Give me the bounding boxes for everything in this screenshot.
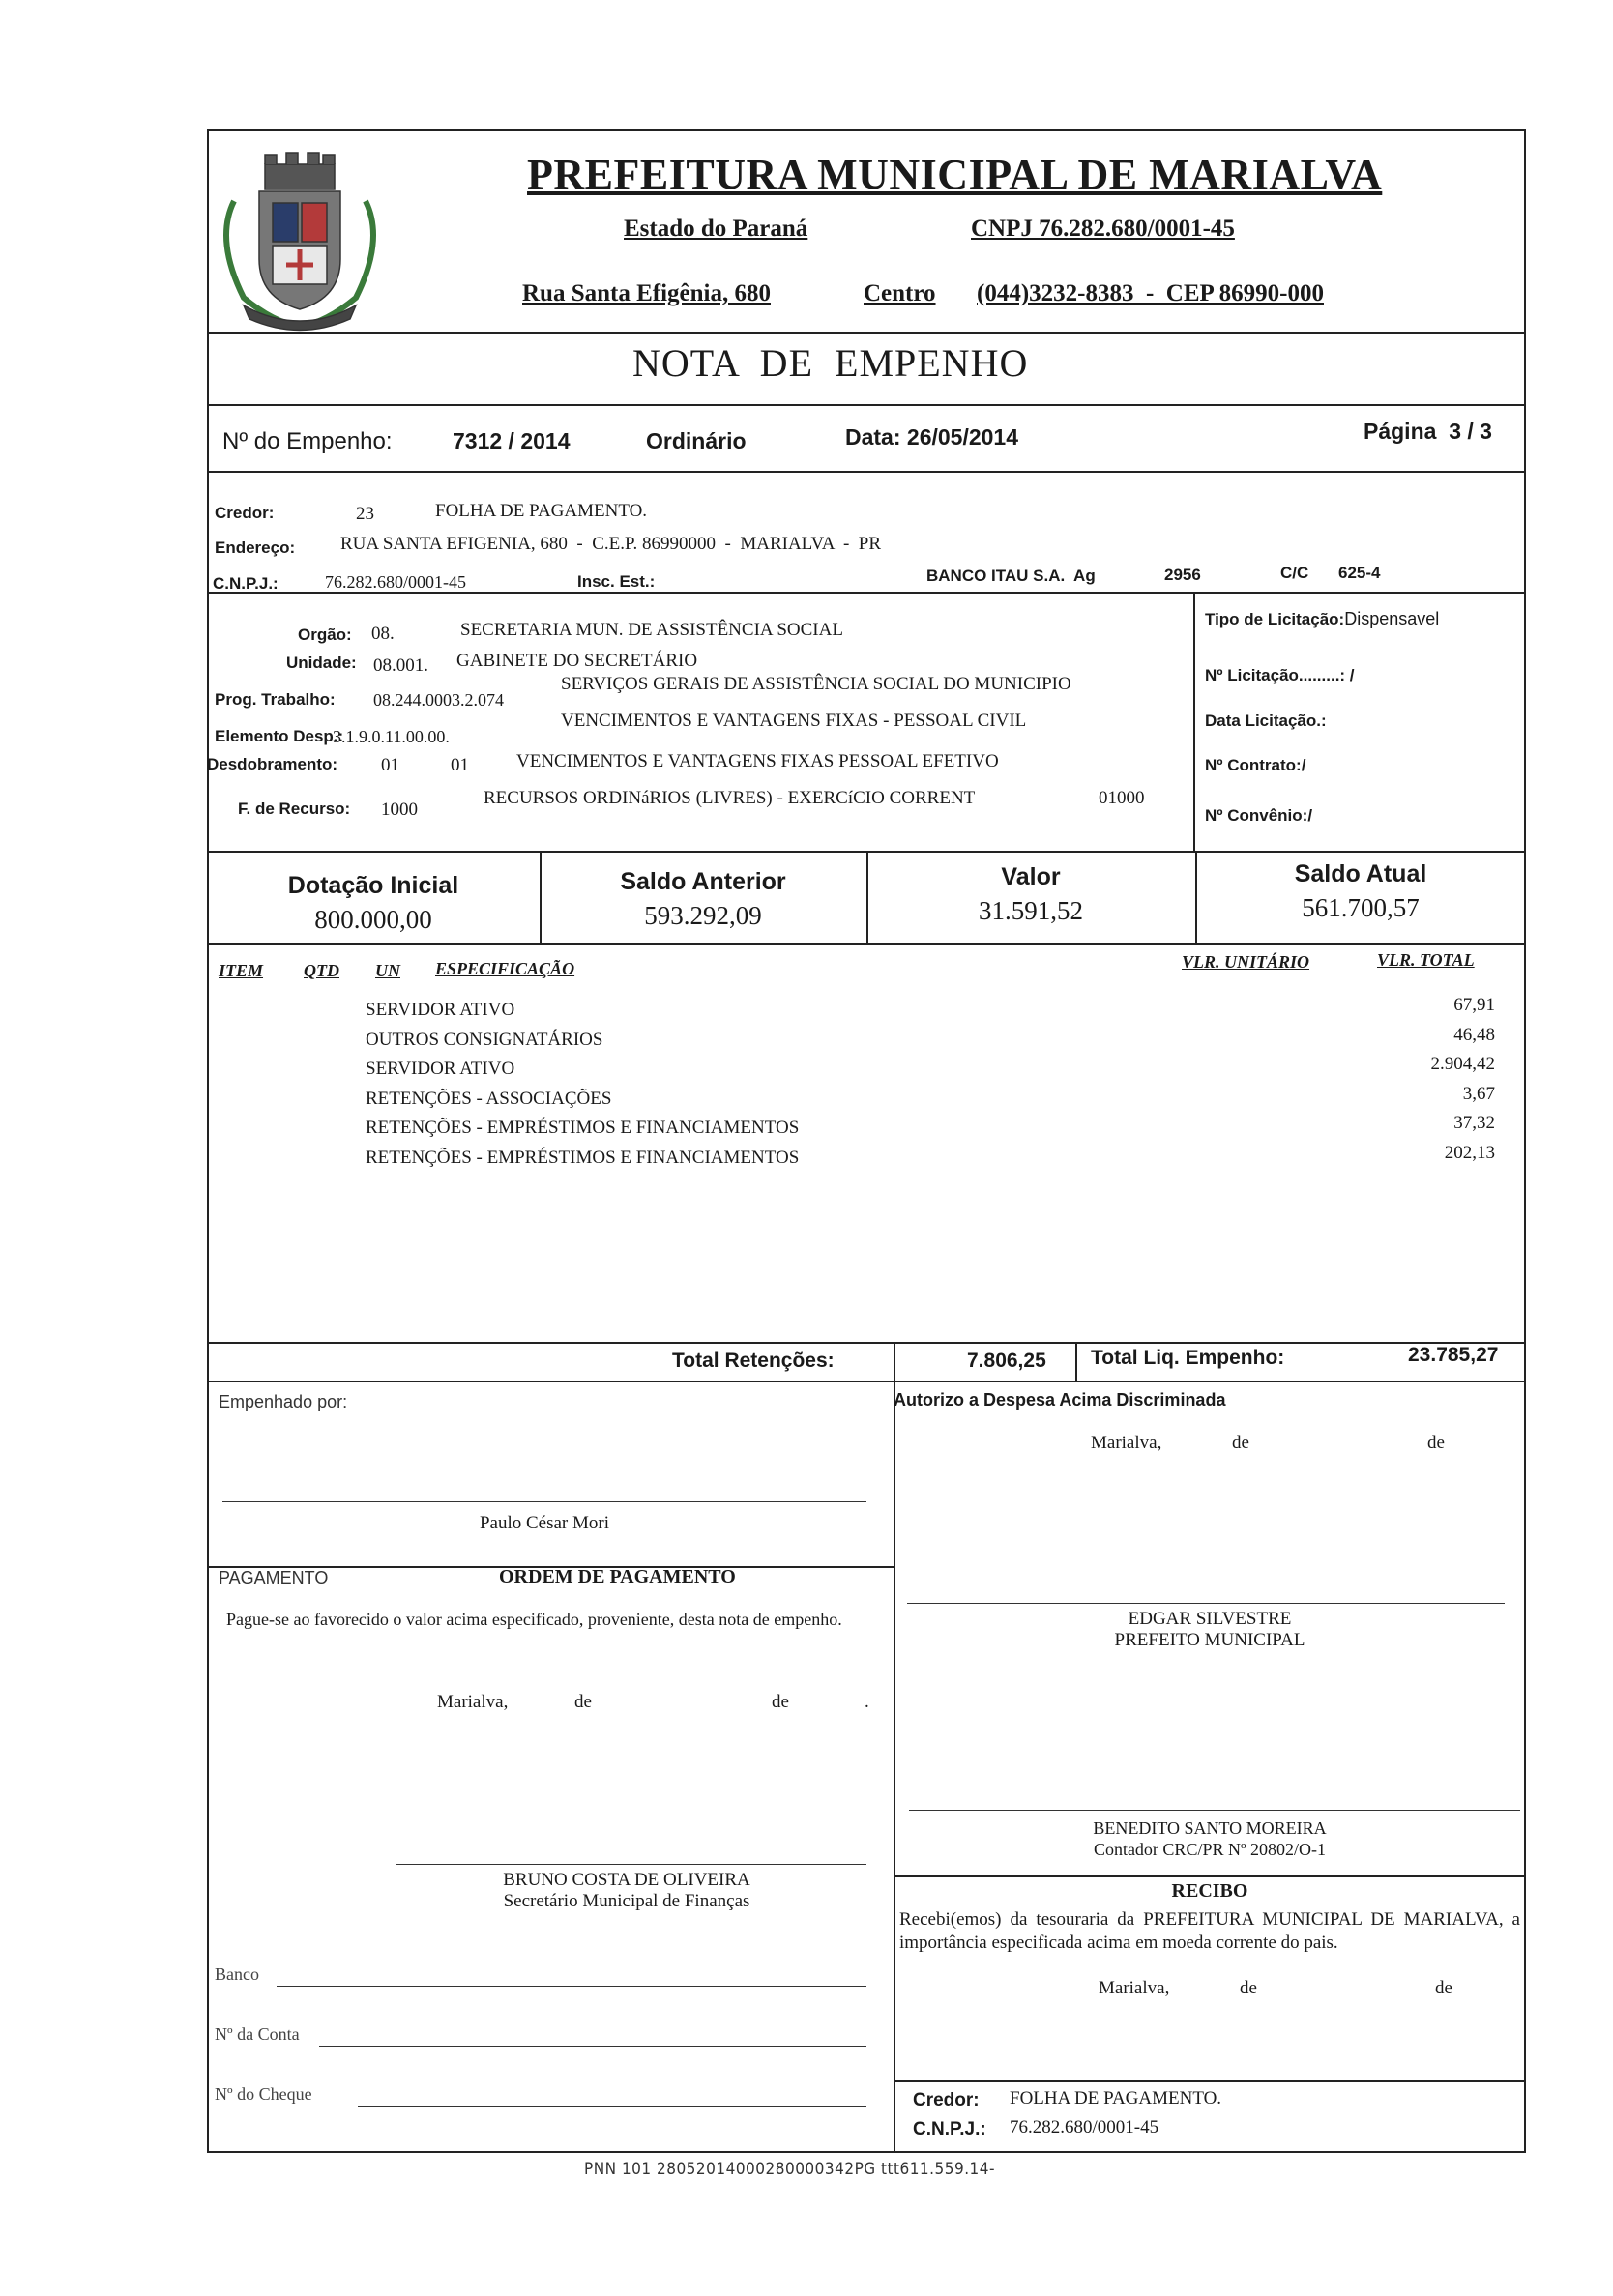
credor-address: RUA SANTA EFIGENIA, 680 - C.E.P. 86990000 - MARIALVA - PR — [340, 534, 882, 554]
items-desc-list — [366, 996, 799, 1173]
valor-label: Valor — [1001, 863, 1061, 890]
banco-label: Banco — [215, 1964, 259, 1984]
saldo-anterior-value: 593.292,09 — [644, 901, 762, 930]
empenho-label: Nº do Empenho: — [222, 428, 393, 454]
empenho-type: Ordinário — [646, 428, 747, 453]
credor-code: 23 — [356, 504, 374, 524]
recibo-title: RECIBO — [1171, 1880, 1248, 1902]
header-cnpj: CNPJ 76.282.680/0001-45 — [971, 216, 1235, 242]
elemento-name: VENCIMENTOS E VANTAGENS FIXAS - PESSOAL CIVIL — [561, 711, 1027, 731]
insc-est-label: Insc. Est.: — [577, 572, 656, 591]
municipal-coat-of-arms-icon — [205, 143, 395, 336]
dotacao-inicial-label: Dotação Inicial — [287, 872, 459, 899]
credor-label: Credor: — [215, 504, 275, 522]
item-total: 202,13 — [1444, 1142, 1495, 1163]
col-un: UN — [375, 961, 400, 980]
desdobramento-b: 01 — [451, 755, 469, 775]
vrule-licitacao — [1193, 592, 1195, 851]
pagamento-place: Marialva, — [437, 1692, 509, 1712]
item-desc: SERVIDOR ATIVO — [366, 1059, 515, 1079]
vrule-totals-1 — [894, 1342, 895, 1381]
elemento-label: Elemento Desp.: — [215, 727, 344, 745]
prefeito-block — [894, 1609, 1526, 1651]
header-phone-cep: (044)3232-8383 - CEP 86990-000 — [977, 280, 1324, 306]
account-number: 625-4 — [1338, 564, 1381, 582]
unidade-label: Unidade: — [286, 654, 357, 672]
empenhado-signer: Paulo César Mori — [479, 1513, 610, 1533]
total-liquido-value: 23.785,27 — [1408, 1344, 1499, 1366]
contador-block — [894, 1817, 1526, 1860]
pagamento-de-1: de — [574, 1692, 592, 1712]
autorizo-de-1: de — [1232, 1433, 1249, 1453]
vrule-totals-2 — [1075, 1342, 1077, 1381]
recurso-code: 1000 — [381, 799, 418, 820]
elemento-code: 3.1.9.0.11.00.00. — [333, 727, 450, 746]
numero-licitacao: Nº Licitação.........: / — [1205, 666, 1355, 684]
cheque-line — [358, 2106, 866, 2107]
pagamento-de-2: de — [772, 1692, 789, 1712]
item-total: 67,91 — [1453, 995, 1495, 1015]
total-liquido-label: Total Liq. Empenho: — [1091, 1347, 1285, 1369]
col-vlr-unitario: VLR. UNITÁRIO — [1182, 952, 1310, 972]
autorizo-title: Autorizo a Despesa Acima Discriminada — [894, 1390, 1226, 1410]
item-desc: RETENÇÕES - EMPRÉSTIMOS E FINANCIAMENTOS — [366, 1118, 800, 1138]
saldo-atual-label: Saldo Atual — [1294, 860, 1427, 887]
page-number: Página 3 / 3 — [1364, 419, 1492, 444]
item-total: 46,48 — [1453, 1024, 1495, 1045]
orgao-name: SECRETARIA MUN. DE ASSISTÊNCIA SOCIAL — [460, 620, 843, 640]
data-licitacao: Data Licitação.: — [1205, 712, 1327, 730]
items-total-list — [1334, 991, 1495, 1168]
rule-header — [207, 332, 1526, 334]
bank-agency: 2956 — [1164, 566, 1201, 584]
contador-role: Contador CRC/PR Nº 20802/O-1 — [1093, 1840, 1327, 1859]
secretario-block — [367, 1870, 886, 1912]
recibo-de-1: de — [1240, 1978, 1257, 1998]
contador-name: BENEDITO SANTO MOREIRA — [1093, 1818, 1327, 1838]
secretario-name: BRUNO COSTA DE OLIVEIRA — [503, 1870, 750, 1890]
bank-name: BANCO ITAU S.A. Ag — [926, 567, 1096, 585]
item-desc: SERVIDOR ATIVO — [366, 1000, 515, 1020]
header-street: Rua Santa Efigênia, 680 — [522, 280, 771, 306]
prog-trabalho-name: SERVIÇOS GERAIS DE ASSISTÊNCIA SOCIAL DO MUNICIPIO — [561, 674, 1071, 694]
header-district: Centro — [864, 280, 936, 306]
numero-contrato: Nº Contrato:/ — [1205, 756, 1306, 774]
col-vlr-total: VLR. TOTAL — [1377, 950, 1475, 970]
prefeito-role: PREFEITO MUNICIPAL — [1114, 1630, 1305, 1650]
cheque-label: Nº do Cheque — [215, 2084, 312, 2104]
saldo-atual-value: 561.700,57 — [1302, 893, 1420, 922]
credor-cnpj: 76.282.680/0001-45 — [325, 572, 466, 592]
state-name: Estado do Paraná — [624, 216, 808, 242]
tipo-licitacao-value: Dispensavel — [1344, 609, 1440, 628]
total-retencoes-value: 7.806,25 — [967, 1350, 1046, 1372]
prog-trabalho-code: 08.244.0003.2.074 — [373, 690, 504, 710]
tipo-licitacao-label: Tipo de Licitação: — [1205, 610, 1345, 628]
orgao-label: Orgão: — [298, 625, 352, 644]
recibo-place: Marialva, — [1099, 1978, 1170, 1998]
orgao-code: 08. — [371, 624, 395, 644]
empenho-date: Data: 26/05/2014 — [845, 424, 1019, 450]
recurso-label: F. de Recurso: — [238, 799, 351, 818]
rule-empenho — [207, 471, 1526, 473]
col-item: ITEM — [219, 961, 264, 980]
recibo-credor-label: Credor: — [913, 2090, 980, 2110]
pagamento-label: PAGAMENTO — [219, 1568, 329, 1587]
dotacao-inicial-value: 800.000,00 — [314, 905, 432, 934]
document-title: NOTA DE EMPENHO — [632, 341, 1029, 385]
secretario-signature-line — [396, 1864, 866, 1865]
pagamento-text: Pague-se ao favorecido o valor acima especificado, proveniente, desta nota de empenho. — [226, 1610, 842, 1629]
desdobramento-name: VENCIMENTOS E VANTAGENS FIXAS PESSOAL EFETIVO — [516, 751, 999, 771]
recibo-de-2: de — [1435, 1978, 1452, 1998]
desdobramento-label: Desdobramento: — [207, 755, 338, 773]
unidade-code: 08.001. — [373, 655, 428, 676]
pagamento-dot: . — [865, 1692, 869, 1712]
autorizo-de-2: de — [1427, 1433, 1445, 1453]
rule-recibo — [894, 2080, 1526, 2082]
valor-value: 31.591,52 — [979, 896, 1083, 925]
numero-convenio: Nº Convênio:/ — [1205, 806, 1313, 825]
vrule-bottom-split — [894, 1381, 895, 2153]
tipo-licitacao — [1205, 609, 1439, 629]
item-desc: OUTROS CONSIGNATÁRIOS — [366, 1029, 603, 1050]
recurso-sub: 01000 — [1099, 788, 1145, 808]
item-total: 3,67 — [1462, 1083, 1495, 1104]
prog-trabalho-label: Prog. Trabalho: — [215, 690, 336, 709]
cnpj-label: C.N.P.J.: — [213, 574, 279, 593]
rule-title — [207, 404, 1526, 406]
recurso-name: RECURSOS ORDINáRIOS (LIVRES) - EXERCíCIO CORRENT — [484, 788, 976, 808]
item-desc: RETENÇÕES - EMPRÉSTIMOS E FINANCIAMENTOS — [366, 1147, 800, 1168]
unidade-name: GABINETE DO SECRETÁRIO — [456, 651, 698, 671]
recibo-cnpj-value: 76.282.680/0001-45 — [1010, 2117, 1159, 2137]
rule-totals — [207, 1381, 1526, 1382]
col-especificacao: ESPECIFICAÇÃO — [435, 959, 575, 978]
prefeito-signature-line — [907, 1603, 1505, 1604]
ordem-pagamento-title: ORDEM DE PAGAMENTO — [499, 1566, 736, 1587]
rule-contador — [894, 1875, 1526, 1877]
empenhado-label: Empenhado por: — [219, 1392, 348, 1411]
col-qtd: QTD — [304, 961, 339, 980]
recibo-credor-value: FOLHA DE PAGAMENTO. — [1010, 2088, 1222, 2108]
saldo-anterior-label: Saldo Anterior — [620, 868, 786, 895]
rule-items — [207, 1342, 1526, 1344]
credor-name: FOLHA DE PAGAMENTO. — [435, 501, 648, 521]
item-desc: RETENÇÕES - ASSOCIAÇÕES — [366, 1088, 612, 1109]
secretario-role: Secretário Municipal de Finanças — [503, 1891, 750, 1911]
empenhado-signature-line — [222, 1501, 866, 1502]
recibo-text: Recebi(emos) da tesouraria da PREFEITURA MUNICIPAL DE MARIALVA, a importância especificada acima em moeda corrente do pais. — [899, 1909, 1520, 1953]
empenho-number: 7312 / 2014 — [453, 428, 571, 453]
recibo-cnpj-label: C.N.P.J.: — [913, 2119, 986, 2139]
item-total: 2.904,42 — [1430, 1054, 1495, 1074]
municipality-title: PREFEITURA MUNICIPAL DE MARIALVA — [527, 151, 1383, 198]
banco-line — [277, 1986, 866, 1987]
prefeito-name: EDGAR SILVESTRE — [1128, 1609, 1292, 1629]
conta-line — [319, 2046, 866, 2047]
total-retencoes-label: Total Retenções: — [672, 1350, 835, 1372]
footer-barcode-text: PNN 101 28052014000280000342PG ttt611.559.14- — [584, 2160, 996, 2179]
address-label: Endereço: — [215, 538, 296, 557]
rule-saldos — [207, 943, 1526, 945]
desdobramento-a: 01 — [381, 755, 399, 775]
item-total: 37,32 — [1453, 1113, 1495, 1133]
account-label: C/C — [1280, 564, 1309, 582]
autorizo-place: Marialva, — [1091, 1433, 1162, 1453]
contador-signature-line — [909, 1810, 1520, 1811]
conta-label: Nº da Conta — [215, 2024, 300, 2044]
